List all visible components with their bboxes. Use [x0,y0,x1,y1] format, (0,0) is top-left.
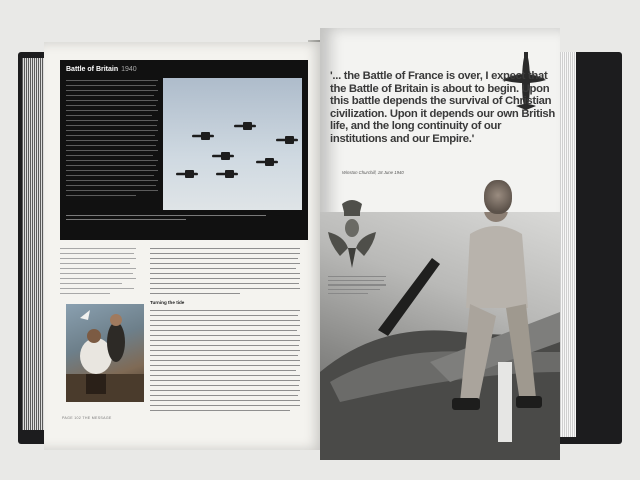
text-line [66,180,158,181]
barber-scene [66,304,144,402]
text-line [150,400,300,401]
raf-badge-icon [324,196,380,272]
badge-caption [328,274,390,294]
text-line [150,395,298,396]
text-line [60,273,133,274]
text-line [60,253,134,254]
page-edges-right [558,52,576,437]
text-line [150,288,300,289]
aircraft-silhouettes [163,78,302,210]
text-line [66,165,156,166]
raf-wings-badge [324,196,380,277]
text-line [66,80,158,81]
text-line [150,405,300,406]
text-line [150,365,300,366]
text-line [66,115,152,116]
text-line [150,283,299,284]
text-line [66,120,158,121]
text-line [60,248,136,249]
text-line [150,315,298,316]
text-line [60,258,136,259]
text-line [66,219,186,220]
pilot-head [484,180,512,214]
barber-photo [66,304,144,402]
text-line [150,390,300,391]
text-line [150,375,300,376]
page-folio: PAGE 102 THE MESSAGE [62,416,112,420]
text-line [150,253,300,254]
page-edges-left [22,58,44,430]
text-line [150,410,290,411]
text-line [150,263,300,264]
text-line [60,288,134,289]
text-line [150,340,300,341]
text-line [150,350,300,351]
text-line [66,185,156,186]
photo-caption [66,213,302,220]
text-line [150,278,300,279]
plane-icon [176,170,198,178]
text-line [150,330,297,331]
text-line [150,268,296,269]
text-line [150,380,300,381]
text-line [60,283,122,284]
text-line [66,85,156,86]
text-line [60,268,136,269]
text-line [66,100,158,101]
text-line [150,325,300,326]
text-line [66,160,158,161]
text-line [66,130,158,131]
text-line [66,155,153,156]
text-line [150,360,300,361]
text-line [66,140,158,141]
text-line [150,310,300,311]
text-line [66,170,158,171]
text-line [150,293,240,294]
plane-icon [212,152,234,160]
text-line [328,293,368,294]
text-line [60,263,130,264]
text-line [66,195,136,196]
text-line [150,335,300,336]
aircraft-formation-photo [163,78,302,210]
plane-icon [216,170,238,178]
text-line [328,289,380,290]
text-line [328,284,386,285]
text-line [150,385,299,386]
text-line [150,355,298,356]
text-line [66,145,156,146]
text-line [150,370,296,371]
plane-icon [234,122,256,130]
text-line [150,345,299,346]
text-line [66,90,158,91]
quote-attribution: Winston Churchill, 18 June 1940 [342,170,404,175]
text-line [60,293,110,294]
plane-icon [276,136,298,144]
text-line [66,105,156,106]
text-line [150,248,300,249]
text-line [150,273,300,274]
section-subheading: Turning the tide [150,300,185,305]
text-line [60,278,136,279]
panel-title [66,66,137,73]
text-line [66,150,158,151]
text-line [150,320,300,321]
text-line [66,175,154,176]
text-line [66,110,158,111]
panel-title-text: Battle of Britain [66,66,119,73]
panel-title-year: 1940 [121,66,137,73]
text-line [66,215,266,216]
text-line [328,276,386,277]
text-line [150,258,298,259]
text-line [66,95,154,96]
text-line [66,135,155,136]
plane-icon [256,158,278,166]
text-line [66,125,157,126]
plane-icon [192,132,214,140]
text-line [328,280,384,281]
churchill-quote: '... the Battle of France is over, I expect that the Battle of Britain is about to begin. Upon this battle depends the survival of Christian civilization. Upon it depends our own British life, and the long continuity of our institutions and our Empire.' [330,70,555,145]
text-line [66,190,158,191]
